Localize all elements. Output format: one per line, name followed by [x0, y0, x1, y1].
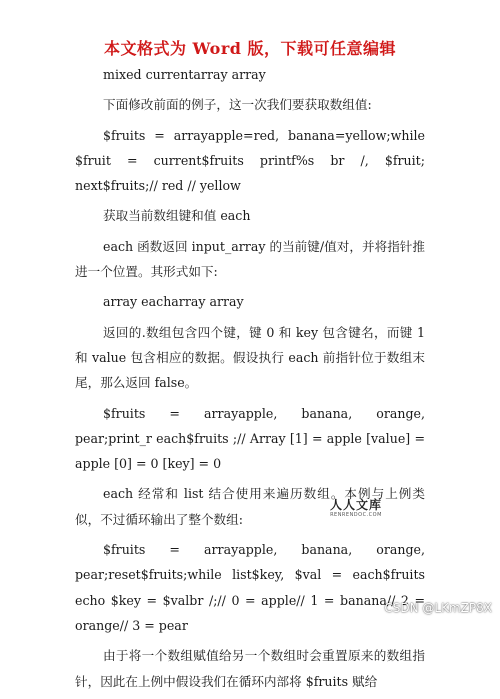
paragraph-5: each 函数返回 input_array 的当前键/值对，并将指针推进一个位置。其形式如下: [75, 238, 425, 280]
paragraph-10: $fruits = arrayapple, banana, orange, pear;reset$fruits;while list$key, $val = each$fruits echo $key = $valbr /;// 0 = apple// 1 = banana// 2 = orange// 3 = pear [75, 542, 425, 633]
paragraph-11: 由于将一个数组赋值给另一个数组时会重置原来的数组指针，因此在上例中假设我们在循环内部将 $fruits 赋给 [75, 648, 425, 689]
document-body [75, 62, 425, 699]
paragraph-4: 获取当前数组键和值 each [103, 208, 251, 224]
paragraph-1: mixed currentarray array [103, 67, 266, 82]
csdn-watermark: CSDN @LKmZP8X [384, 601, 492, 615]
watermark-logo-name: 人人文库 [329, 498, 382, 512]
paragraph-3: $fruits = arrayapple=red, banana=yellow;while $fruit = current$fruits printf%s br /, $fruit; next$fruits;// red // yellow [75, 127, 425, 194]
paragraph-7: 返回的.数组包含四个键，键 0 和 key 包含键名，而键 1 和 value 包含相应的数据。假设执行 each 前指针位于数组末尾，那么返回 false。 [75, 324, 425, 391]
paragraph-9: each 经常和 list 结合使用来遍历数组。本例与上例类似，不过循环输出了整个数组: [75, 486, 425, 527]
paragraph-8: $fruits = arrayapple, banana, orange, pear;print_r each$fruits ;// Array [1] = apple [value] = apple [0] = 0 [key] = 0 [75, 405, 425, 472]
paragraph-6: array eacharray array [103, 294, 244, 310]
edit-notice-banner: 本文格式为 Word 版，下载可任意编辑 [103, 39, 397, 58]
paragraph-2: 下面修改前面的例子，这一次我们要获取数组值: [103, 97, 372, 113]
watermark-logo-subtext: RENRENDOC.COM [330, 512, 382, 518]
